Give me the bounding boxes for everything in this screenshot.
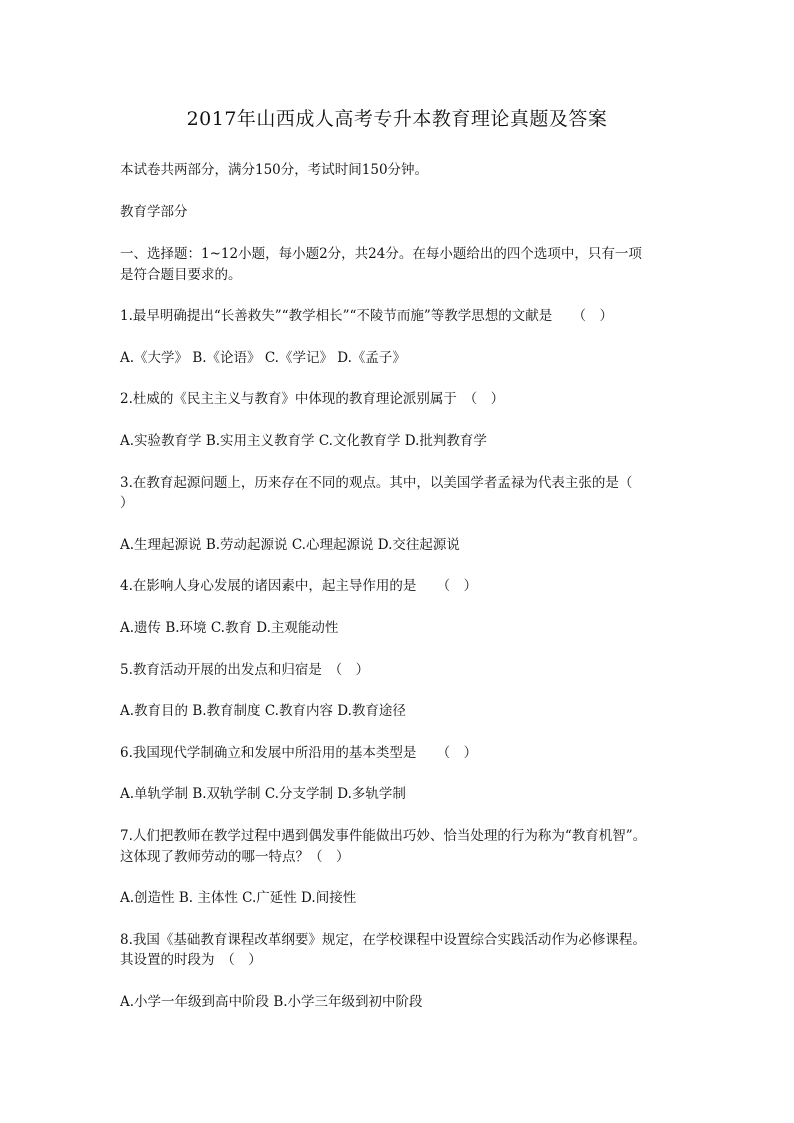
question-3-options: A.生理起源说 B.劳动起源说 C.心理起源说 D.交往起源说: [120, 537, 460, 553]
section-heading: 教育学部分: [120, 204, 188, 220]
question-5-stem: 5.教育活动开展的出发点和归宿是 （ ）: [120, 662, 370, 678]
question-2-options: A.实验教育学 B.实用主义教育学 C.文化教育学 D.批判教育学: [120, 433, 487, 449]
question-8-stem-line-2: 其设置的时段为 （ ）: [120, 952, 262, 968]
question-4-stem: 4.在影响人身心发展的诸因素中，起主导作用的是 （ ）: [120, 578, 478, 594]
question-3-stem-line-1: 3.在教育起源问题上，历来存在不同的观点。其中，以美国学者孟禄为代表主张的是（: [120, 475, 633, 491]
question-4-options: A.遗传 B.环境 C.教育 D.主观能动性: [120, 620, 339, 636]
question-8-stem-line-1: 8.我国《基础教育课程改革纲要》规定，在学校课程中设置综合实践活动作为必修课程。: [120, 932, 646, 948]
question-1-stem: 1.最早明确提出“长善救失”“教学相长”“不陵节而施”等教学思想的文献是 （ ）: [120, 308, 614, 324]
document-title: 2017年山西成人高考专升本教育理论真题及答案: [186, 108, 608, 130]
question-7-options: A.创造性 B. 主体性 C.广延性 D.间接性: [120, 890, 357, 906]
question-8-options: A.小学一年级到高中阶段 B.小学三年级到初中阶段: [120, 994, 423, 1010]
instructions-line-2: 是符合题目要求的。: [120, 267, 242, 283]
exam-intro: 本试卷共两部分，满分150分，考试时间150分钟。: [120, 162, 429, 178]
instructions-line-1: 一、选择题：1~12小题，每小题2分，共24分。在每小题给出的四个选项中，只有一项: [120, 246, 642, 262]
question-7-stem-line-2: 这体现了教师劳动的哪一特点？（ ）: [120, 849, 350, 865]
question-2-stem: 2.杜威的《民主主义与教育》中体现的教育理论派别属于 （ ）: [120, 391, 505, 407]
question-3-stem-line-2: ）: [120, 495, 134, 511]
question-6-stem: 6.我国现代学制确立和发展中所沿用的基本类型是 （ ）: [120, 745, 478, 761]
question-7-stem-line-1: 7.人们把教师在教学过程中遇到偶发事件能做出巧妙、恰当处理的行为称为“教育机智”。: [120, 828, 647, 844]
question-5-options: A.教育目的 B.教育制度 C.教育内容 D.教育途径: [120, 703, 406, 719]
question-6-options: A.单轨学制 B.双轨学制 C.分支学制 D.多轨学制: [120, 786, 406, 802]
question-1-options: A.《大学》 B.《论语》 C.《学记》 D.《孟子》: [120, 350, 406, 366]
